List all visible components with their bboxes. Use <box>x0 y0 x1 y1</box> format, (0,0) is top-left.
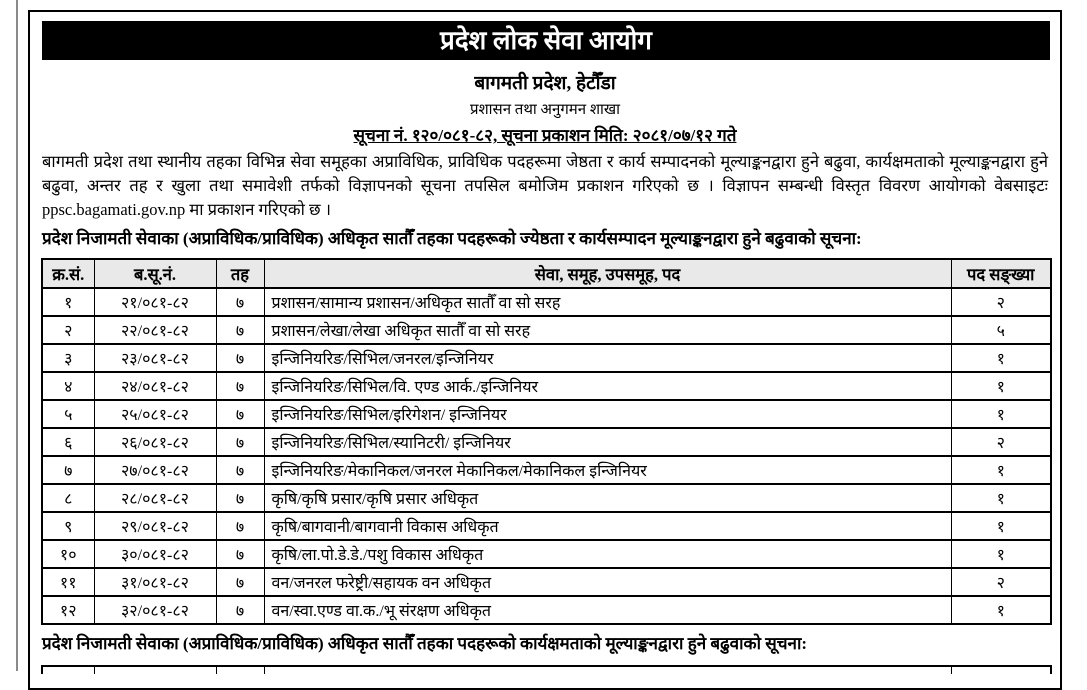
cell-level: ७ <box>216 316 264 344</box>
col-header-advert-no: ब.सू.नं. <box>94 259 216 288</box>
table-row <box>42 288 1051 316</box>
notice-number-line: सूचना नं. १२०/०८१-८२, सूचना प्रकाशन मिति: २०८१/०७/१२ गते <box>353 126 737 145</box>
cell-serial-no: ९ <box>42 512 94 540</box>
cell-post-count: १ <box>951 400 1051 428</box>
col-header-service-group-post: सेवा, समूह, उपसमूह, पद <box>264 259 951 288</box>
intro-paragraph: बागमती प्रदेश तथा स्थानीय तहका विभिन्न सेवा समूहका अप्राविधिक, प्राविधिक पदहरूमा जेष्ठता र कार्य सम्पादनको मूल्याङ्कनद्वारा हुने बढुवा, कार्यक्षमताको मूल्याङ्कनद्वारा हुने बढुवा, अन्तर तह र खुला तथा समावेशी तर्फको विज्ञापनको सूचना तपसिल बमोजिम प्रकाशन गरिएको छ । विज्ञापन सम्बन्धी विस्तृत विवरण आयोगको वेबसाइटः ppsc.bagamati.gov.np मा प्रकाशन गरिएको छ । <box>42 152 1048 219</box>
promotion-notice-table <box>41 258 1052 625</box>
table-row <box>42 316 1051 344</box>
cell-serial-no: ४ <box>42 372 94 400</box>
cell-post-count: ५ <box>951 316 1051 344</box>
cell-service-group-post: इन्जिनियरिङ/सिभिल/इरिगेशन/ इन्जिनियर <box>264 400 951 428</box>
cell-service-group-post: प्रशासन/सामान्य प्रशासन/अधिकृत सातौँ वा सो सरह <box>264 288 951 316</box>
table-row <box>42 666 1051 674</box>
cell-service-group-post: इन्जिनियरिङ/सिभिल/जनरल/इन्जिनियर <box>264 344 951 372</box>
cell-serial-no: १२ <box>42 596 94 624</box>
cell-level: ७ <box>216 288 264 316</box>
second-table-fragment <box>30 665 1060 674</box>
cell-serial-no: ८ <box>42 484 94 512</box>
cell-advert-no: ३०/०८१-८२ <box>94 540 216 568</box>
table-row <box>42 568 1051 596</box>
cell-service-group-post: इन्जिनियरिङ/सिभिल/वि. एण्ड आर्क./इन्जिनियर <box>264 372 951 400</box>
section2-heading: प्रदेश निजामती सेवाका (अप्राविधिक/प्राविधिक) अधिकृत सातौँ तहका पदहरूको कार्यक्षमताको मूल्याङ्कनद्वारा हुने बढुवाको सूचना: <box>42 634 808 653</box>
cell-advert-no: २९/०८१-८२ <box>94 512 216 540</box>
table-row <box>42 344 1051 372</box>
cell-post-count: १ <box>951 512 1051 540</box>
table-row <box>42 484 1051 512</box>
cell-post-count: २ <box>951 288 1051 316</box>
cell-service-group-post: इन्जिनियरिङ/सिभिल/स्यानिटरी/ इन्जिनियर <box>264 428 951 456</box>
cell-advert-no: २१/०८१-८२ <box>94 288 216 316</box>
col-header-level: तह <box>216 259 264 288</box>
table-row <box>42 456 1051 484</box>
cell-level: ७ <box>216 372 264 400</box>
cell-service-group-post: इन्जिनियरिङ/मेकानिकल/जनरल मेकानिकल/मेकानिकल इन्जिनियर <box>264 456 951 484</box>
cell-serial-no: ७ <box>42 456 94 484</box>
notice-page <box>28 10 1062 690</box>
table-row <box>42 512 1051 540</box>
cell-service-group-post: कृषि/कृषि प्रसार/कृषि प्रसार अधिकृत <box>264 484 951 512</box>
col-header-post-count: पद सङ्ख्या <box>951 259 1051 288</box>
table-cell <box>42 666 94 674</box>
cell-advert-no: ३१/०८१-८२ <box>94 568 216 596</box>
cell-advert-no: २७/०८१-८२ <box>94 456 216 484</box>
table-cell <box>264 666 951 674</box>
cell-post-count: १ <box>951 344 1051 372</box>
cell-serial-no: २ <box>42 316 94 344</box>
cell-level: ७ <box>216 344 264 372</box>
col-header-serial-no: क्र.सं. <box>42 259 94 288</box>
table-cell <box>216 666 264 674</box>
cell-serial-no: ३ <box>42 344 94 372</box>
cell-serial-no: ६ <box>42 428 94 456</box>
cell-post-count: १ <box>951 372 1051 400</box>
viewer-page-edge-line <box>16 0 18 671</box>
table-row <box>42 540 1051 568</box>
table-header-row <box>42 259 1051 288</box>
commission-title: प्रदेश लोक सेवा आयोग <box>440 26 652 55</box>
table-row <box>42 372 1051 400</box>
cell-service-group-post: वन/जनरल फरेष्ट्री/सहायक वन अधिकृत <box>264 568 951 596</box>
cell-advert-no: २२/०८१-८२ <box>94 316 216 344</box>
table-row <box>42 596 1051 624</box>
cell-advert-no: २४/०८१-८२ <box>94 372 216 400</box>
cell-level: ७ <box>216 596 264 624</box>
cell-level: ७ <box>216 484 264 512</box>
table-cell <box>94 666 216 674</box>
cell-serial-no: ५ <box>42 400 94 428</box>
cell-level: ७ <box>216 568 264 596</box>
cell-advert-no: २६/०८१-८२ <box>94 428 216 456</box>
commission-title-banner <box>42 21 1050 60</box>
province-subtitle: बागमती प्रदेश, हेटौँडा <box>474 73 616 94</box>
cell-post-count: १ <box>951 484 1051 512</box>
cell-serial-no: १ <box>42 288 94 316</box>
cell-post-count: २ <box>951 428 1051 456</box>
branch-subtitle: प्रशासन तथा अनुगमन शाखा <box>469 102 621 118</box>
cell-post-count: २ <box>951 568 1051 596</box>
cell-level: ७ <box>216 540 264 568</box>
cell-serial-no: १० <box>42 540 94 568</box>
cell-service-group-post: वन/स्वा.एण्ड वा.क./भू संरक्षण अधिकृत <box>264 596 951 624</box>
cell-advert-no: २३/०८१-८२ <box>94 344 216 372</box>
cell-level: ७ <box>216 512 264 540</box>
cell-advert-no: ३२/०८१-८२ <box>94 596 216 624</box>
cell-level: ७ <box>216 428 264 456</box>
cell-post-count: १ <box>951 540 1051 568</box>
section1-heading: प्रदेश निजामती सेवाका (अप्राविधिक/प्राविधिक) अधिकृत सातौँ तहका पदहरूको ज्येष्ठता र कार्यसम्पादन मूल्याङ्कनद्वारा हुने बढुवाको सूचना: <box>42 229 862 248</box>
table-row <box>42 400 1051 428</box>
promotion-table-body <box>42 288 1051 624</box>
cell-advert-no: २५/०८१-८२ <box>94 400 216 428</box>
cell-level: ७ <box>216 400 264 428</box>
cell-level: ७ <box>216 456 264 484</box>
second-notice-table <box>41 665 1052 674</box>
table-row <box>42 428 1051 456</box>
cell-service-group-post: कृषि/ला.पो.डे.डे./पशु विकास अधिकृत <box>264 540 951 568</box>
cell-post-count: १ <box>951 456 1051 484</box>
cell-service-group-post: कृषि/बागवानी/बागवानी विकास अधिकृत <box>264 512 951 540</box>
table-cell <box>951 666 1051 674</box>
cell-serial-no: ११ <box>42 568 94 596</box>
cell-advert-no: २८/०८१-८२ <box>94 484 216 512</box>
cell-post-count: १ <box>951 596 1051 624</box>
cell-service-group-post: प्रशासन/लेखा/लेखा अधिकृत सातौँ वा सो सरह <box>264 316 951 344</box>
